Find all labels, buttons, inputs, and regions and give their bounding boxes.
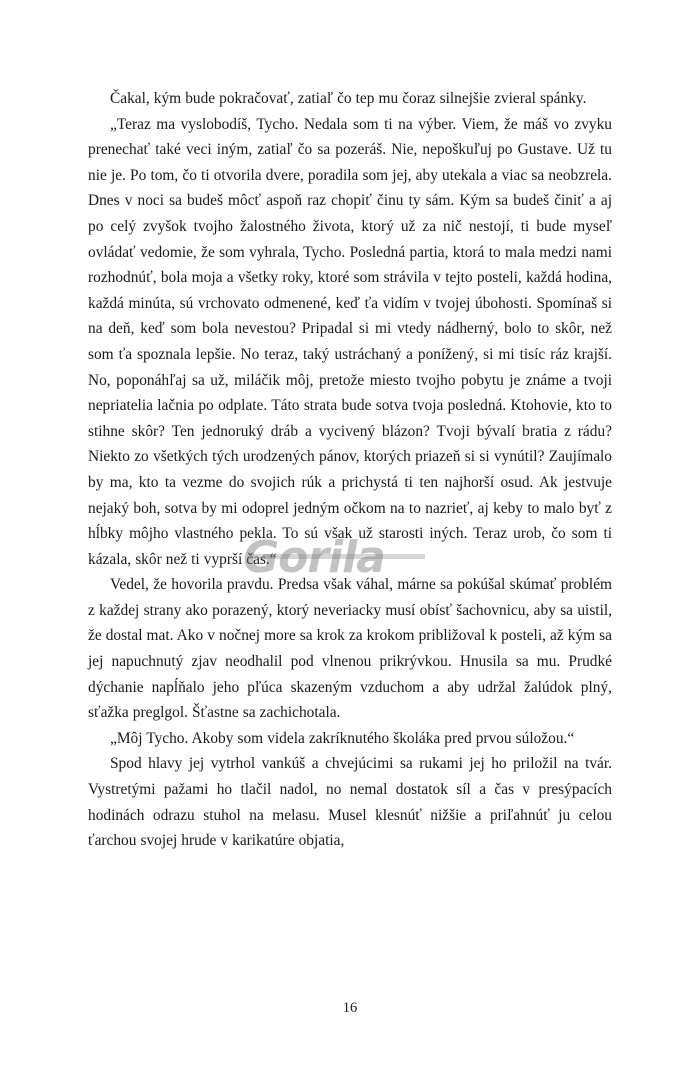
page-number: 16 bbox=[342, 1000, 358, 1016]
paragraph: Spod hlavy jej vytrhol vankúš a chvejúcimi sa rukami jej ho priložil na tvár. Vystretými pažami ho tlačil nadol, no nemal dostatok síl a čas v presýpacích hodinách odrazu stuhol na melasu. Musel klesnúť nižšie a priľahnúť ju celou ťarchou svojej hrude v karikatúre objatia, bbox=[88, 755, 612, 850]
body-text-column bbox=[88, 86, 612, 854]
paragraph: „Teraz ma vyslobodíš, Tycho. Nedala som ti na výber. Viem, že máš vo zvyku prenechať také veci iným, zatiaľ čo sa pozeráš. Nie, nepoškuľuj po Gustave. Už tu nie je. Po tom, čo ti otvorila dvere, poradila som jej, aby utekala a viac sa neobzrela. Dnes v noci sa budeš môcť aspoň raz chopiť činu ty sám. Kým sa budeš činiť a aj po celý zvyšok tvojho žalostného života, ktorý už za nič nestojí, ti bude myseľ ovládať vedomie, že som vyhrala, Tycho. Posledná partia, ktorá to mala medzi nami rozhodnúť, bola moja a všetky roky, ktoré som strávila v tejto posteli, každá hodina, každá minúta, sú vrchovato odmenené, keď ťa vidím v tvojej úbohosti. Spomínaš si na deň, keď som bola nevestou? Pripadal si mi vtedy nádherný, bolo to skôr, než som ťa spoznala lepšie. No teraz, taký ustráchaný a ponížený, si mi tisíc ráz krajší. No, poponáhľaj sa už, miláčik môj, pretože miesto tvojho pobytu je známe a tvoji nepriatelia lačnia po odplate. Táto strata bude sotva tvoja posledná. Ktohovie, kto to stihne skôr? Ten jednoruký dráb a vycivený blázon? Tvoji bývalí bratia z rádu? Niekto zo všetkých tých urodzených pánov, ktorých priazeň si si vynútil? Zaujímalo by ma, kto ta vezme do svojich rúk a prichystá ti ten najhorší osud. Ak jestvuje nejaký boh, sotva by mi odoprel jedným očkom na to nazrieť, aj keby to malo byť z hĺbky môjho vlastného pekla. To sú však už starosti iných. Teraz urob, čo som ti kázala, skôr než ti vyprší čas.“ bbox=[88, 115, 612, 568]
watermark-text: Gorila bbox=[243, 532, 385, 583]
paragraph: „Môj Tycho. Akoby som videla zakríknutého školáka pred prvou súložou.“ bbox=[110, 729, 575, 747]
paragraph: Čakal, kým bude pokračovať, zatiaľ čo tep mu čoraz silnejšie zvieral spánky. bbox=[110, 90, 587, 107]
paragraph: Vedel, že hovorila pravdu. Predsa však váhal, márne sa pokúšal skúmať problém z každej strany ako porazený, ktorý neveriacky musí obísť šachovnicu, aby sa uistil, že dostal mat. Ako v nočnej more sa krok za krokom približoval k posteli, až kým sa jej napuchnutý zjav neodhalil pod vlnenou prikrývkou. Hnusila sa mu. Prudké dýchanie napĺňalo jeho pľúca skazeným vzduchom a aby udržal žalúdok plný, sťažka preglgol. Šťastne sa zachichotala. bbox=[88, 576, 612, 722]
